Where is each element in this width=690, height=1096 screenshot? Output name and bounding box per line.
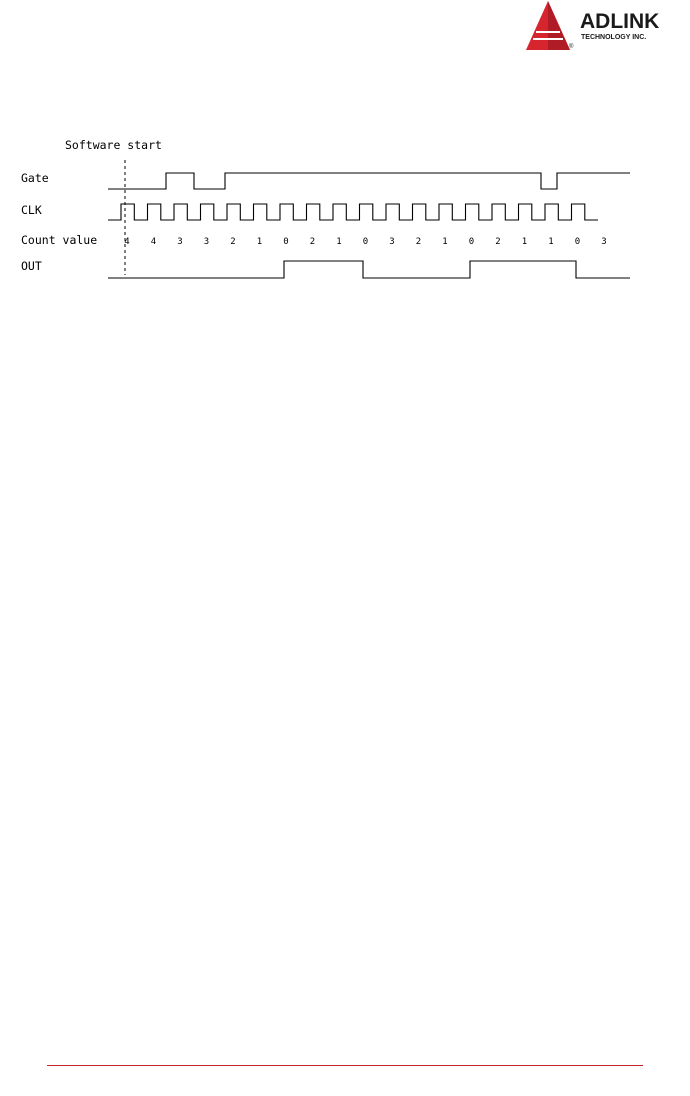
timing-diagram bbox=[0, 120, 690, 300]
count-value: 4 bbox=[124, 237, 130, 247]
count-value: 2 bbox=[230, 237, 236, 247]
clk-waveform bbox=[108, 204, 598, 220]
out-label: OUT bbox=[21, 259, 42, 273]
count-value: 0 bbox=[468, 237, 475, 247]
logo-triangle-icon bbox=[526, 1, 570, 50]
count-value: 3 bbox=[177, 237, 183, 247]
footer-rule bbox=[47, 1065, 643, 1066]
count-value: 3 bbox=[601, 237, 607, 247]
count-value: 4 bbox=[150, 237, 157, 247]
gate-label: Gate bbox=[21, 171, 49, 185]
count-value: 2 bbox=[415, 237, 422, 247]
software-start-label: Software start bbox=[65, 138, 162, 152]
count-value-label: Count value bbox=[21, 233, 98, 247]
count-value: 1 bbox=[256, 237, 263, 247]
count-value: 3 bbox=[203, 237, 210, 247]
out-waveform bbox=[108, 261, 630, 278]
count-value: 3 bbox=[389, 237, 395, 247]
count-value: 2 bbox=[495, 237, 501, 247]
count-values bbox=[124, 237, 606, 247]
logo-brand-text: ADLINK bbox=[580, 10, 660, 33]
count-value: 1 bbox=[442, 237, 448, 247]
count-value: 1 bbox=[521, 237, 528, 247]
adlink-logo bbox=[522, 0, 690, 56]
count-value: 0 bbox=[283, 237, 289, 247]
count-value: 1 bbox=[336, 237, 342, 247]
logo-registered-mark: ® bbox=[569, 44, 574, 50]
clk-label: CLK bbox=[21, 203, 42, 217]
count-value: 1 bbox=[548, 237, 554, 247]
logo-tagline-text: TECHNOLOGY INC. bbox=[581, 34, 647, 41]
count-value: 0 bbox=[362, 237, 369, 247]
count-value: 0 bbox=[574, 237, 581, 247]
count-value: 2 bbox=[309, 237, 316, 247]
gate-waveform bbox=[108, 173, 630, 189]
